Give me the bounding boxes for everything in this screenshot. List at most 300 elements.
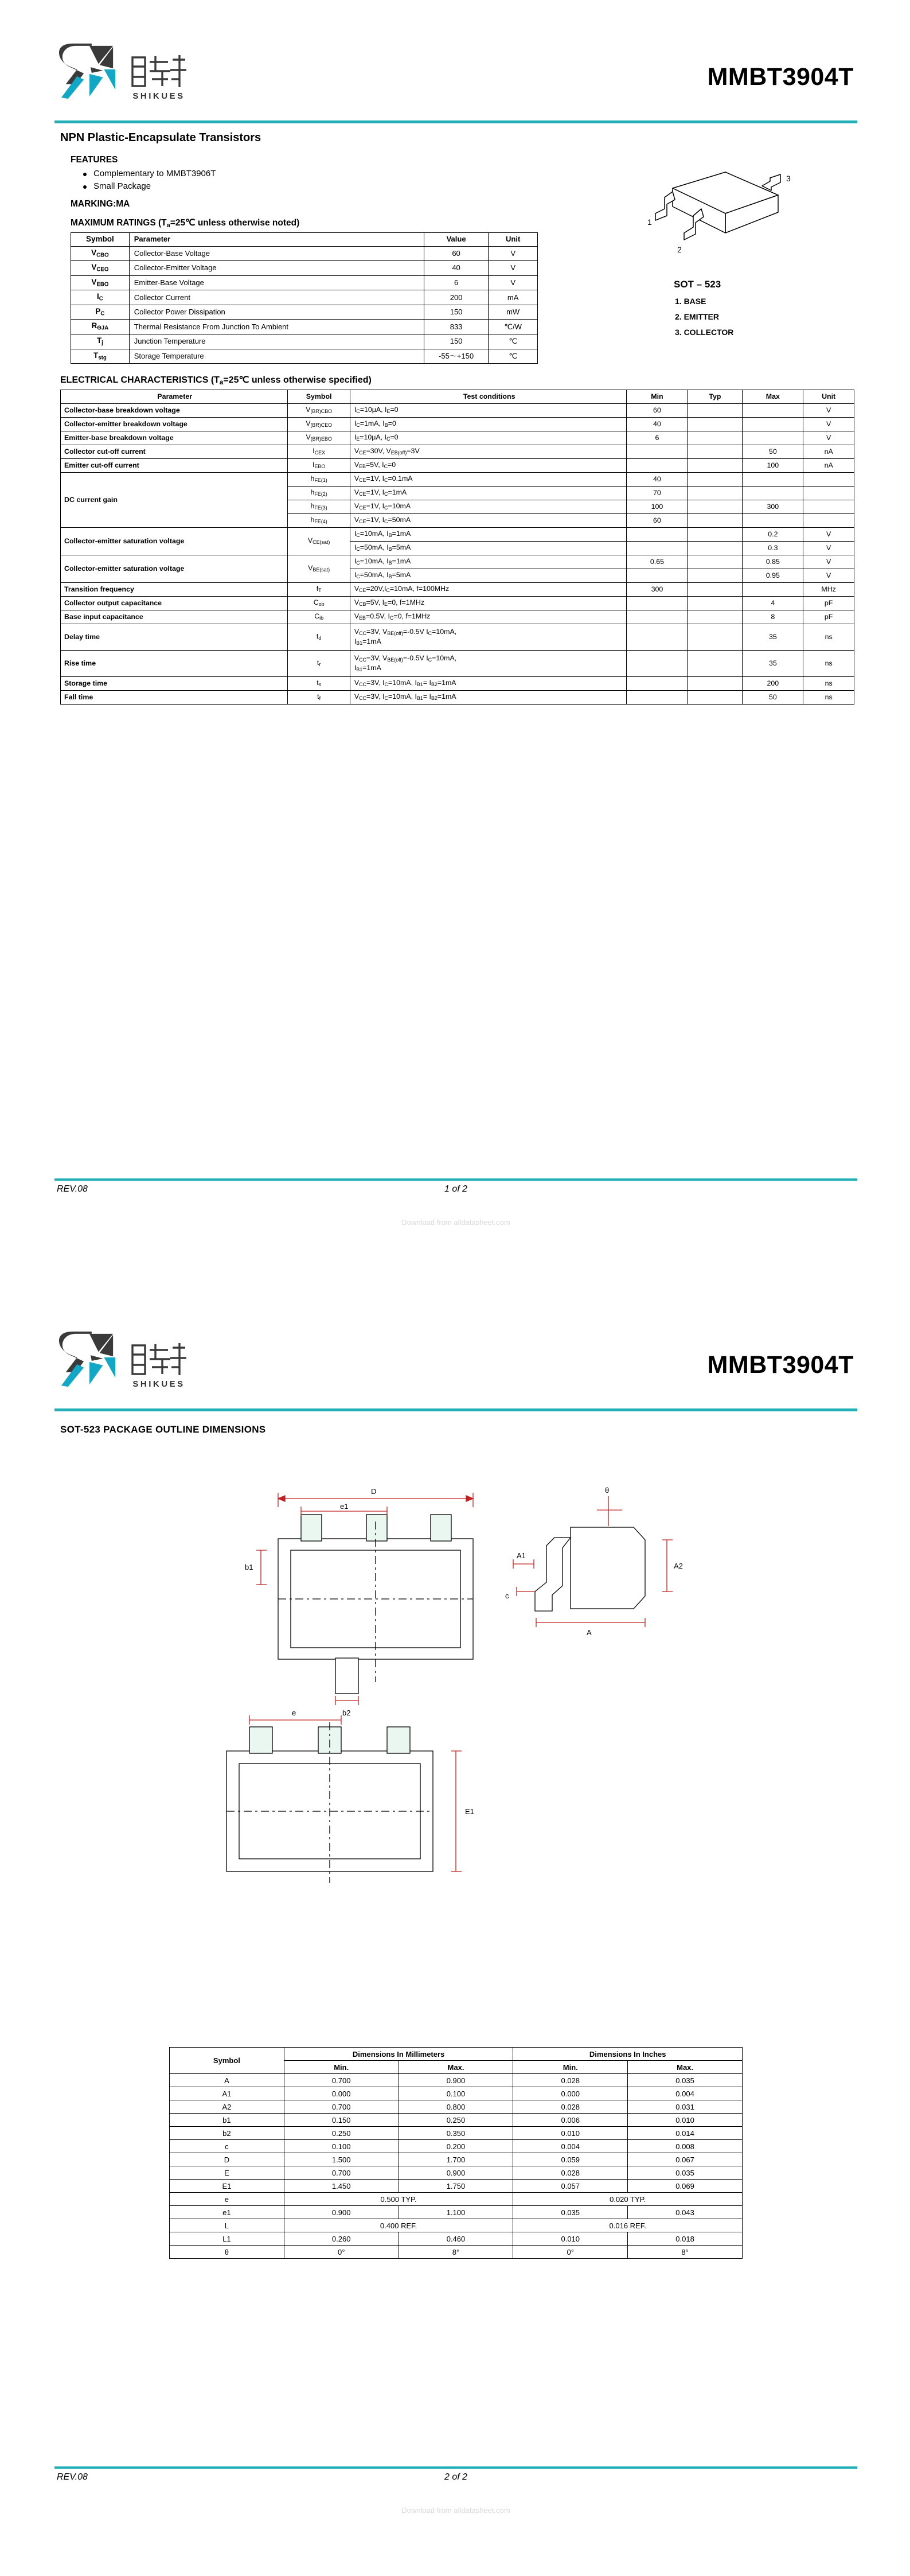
footer-divider	[54, 2466, 857, 2469]
cell-parameter-group: Collector-emitter saturation voltage	[61, 555, 288, 583]
cell-symbol: $T_{stg}$	[71, 349, 130, 364]
cell-unit: V	[803, 418, 854, 431]
dim-label-e1: e1	[340, 1502, 349, 1511]
cell-typ	[688, 500, 743, 514]
cell-in-min: 0.010	[513, 2232, 628, 2246]
col-mm-min: Min.	[284, 2061, 399, 2074]
cell-value: 833	[424, 320, 488, 334]
page1-header	[54, 34, 857, 120]
cell-value: 150	[424, 305, 488, 320]
revision-label: REV.08	[57, 2472, 88, 2482]
cell-mm-max: 1.750	[399, 2180, 513, 2193]
cell-conditions: $V_{CC}=3V$, $V_{BE(off)}=-0.5V$ $I_C=10mA$, $I_{B1}=1mA$	[350, 651, 627, 677]
cell-value: 6	[424, 275, 488, 290]
cell-symbol: c	[170, 2140, 284, 2153]
cell-parameter-group: DC current gain	[61, 473, 288, 528]
cell-mm-max: 0.250	[399, 2114, 513, 2127]
cell-typ	[688, 445, 743, 459]
cell-parameter: Emitter-Base Voltage	[129, 275, 424, 290]
cell-mm-max: 8°	[399, 2246, 513, 2259]
dim-label-e: e	[292, 1709, 296, 1717]
col-value: Value	[424, 232, 488, 246]
cell-mm-span: 0.400 REF.	[284, 2219, 513, 2232]
table-row	[71, 320, 538, 334]
cell-conditions: $I_C=10mA$, $I_B=1mA$	[350, 555, 627, 569]
cell-typ	[688, 404, 743, 418]
package-outline-drawings	[54, 1441, 857, 2044]
cell-symbol: $V_{(BR)CBO}$	[288, 404, 350, 418]
cell-mm-max: 0.200	[399, 2140, 513, 2153]
dim-label-E1: E1	[465, 1807, 474, 1816]
cell-symbol: $V_{CE(sat)}$	[288, 528, 350, 555]
cell-max	[743, 583, 803, 597]
cell-min	[627, 528, 688, 542]
dim-label-A: A	[587, 1628, 592, 1637]
cell-max: 35	[743, 651, 803, 677]
cell-min: 0.65	[627, 555, 688, 569]
pin-label-3: 3	[786, 174, 791, 183]
table-row	[170, 2166, 743, 2180]
cell-symbol: $C_{ob}$	[288, 597, 350, 610]
table-row	[71, 275, 538, 290]
cell-value: 40	[424, 261, 488, 276]
cell-in-max: 0.067	[628, 2153, 743, 2166]
dim-label-D: D	[371, 1487, 377, 1496]
page2-header	[54, 1322, 857, 1408]
cell-min: 40	[627, 418, 688, 431]
cell-unit: nA	[803, 445, 854, 459]
cell-parameter: Base input capacitance	[61, 610, 288, 624]
dim-label-b1: b1	[245, 1563, 253, 1571]
cell-parameter: Emitter-base breakdown voltage	[61, 431, 288, 445]
cell-mm-max: 1.700	[399, 2153, 513, 2166]
cell-symbol: $h_{FE(4)}$	[288, 514, 350, 528]
cell-typ	[688, 677, 743, 691]
table-row	[170, 2100, 743, 2114]
cell-typ	[688, 487, 743, 500]
col-in-min: Min.	[513, 2061, 628, 2074]
cell-mm-min: 0.250	[284, 2127, 399, 2140]
cell-in-min: 0.028	[513, 2074, 628, 2087]
max-ratings-table	[71, 232, 538, 364]
cell-typ	[688, 459, 743, 473]
cell-conditions: $V_{EB}=0.5V$, $I_C=0$, f=1MHz	[350, 610, 627, 624]
col-in-max: Max.	[628, 2061, 743, 2074]
cell-mm-max: 0.350	[399, 2127, 513, 2140]
package-panel	[639, 165, 857, 337]
cell-parameter: Emitter cut-off current	[61, 459, 288, 473]
cell-typ	[688, 597, 743, 610]
cell-symbol: A	[170, 2074, 284, 2087]
cell-parameter: Collector-Base Voltage	[129, 246, 424, 261]
part-number-title: MMBT3904T	[707, 63, 854, 91]
cell-unit: V	[803, 528, 854, 542]
cell-unit: ℃/W	[489, 320, 538, 334]
table-row	[170, 2180, 743, 2193]
cell-parameter: Collector-emitter breakdown voltage	[61, 418, 288, 431]
pin-2-label: 2. EMITTER	[675, 312, 720, 321]
cell-mm-span: 0.500 TYP.	[284, 2193, 513, 2206]
cell-unit: V	[803, 431, 854, 445]
cell-mm-min: 0.100	[284, 2140, 399, 2153]
cell-parameter: Collector Power Dissipation	[129, 305, 424, 320]
table-row	[61, 473, 854, 487]
cell-symbol: θ	[170, 2246, 284, 2259]
cell-value: 60	[424, 246, 488, 261]
table-row	[61, 624, 854, 651]
sk-logo-icon	[54, 1329, 122, 1389]
cell-parameter: Collector output capacitance	[61, 597, 288, 610]
dim-label-b2: b2	[342, 1709, 351, 1717]
cell-min	[627, 624, 688, 651]
cell-typ	[688, 569, 743, 583]
header-divider	[54, 120, 857, 123]
cell-conditions: $V_{CC}=3V$, $V_{BE(off)}=-0.5V$ $I_C=10mA$, $I_{B1}=1mA$	[350, 624, 627, 651]
cell-conditions: $V_{CE}=1V$, $I_C=50mA$	[350, 514, 627, 528]
dim-label-theta: θ	[605, 1486, 610, 1495]
page-number: 1 of 2	[444, 1184, 468, 1194]
cell-mm-min: 0.700	[284, 2100, 399, 2114]
cell-max: 50	[743, 691, 803, 705]
cell-in-max: 0.035	[628, 2074, 743, 2087]
table-header-row	[61, 390, 854, 404]
watermark-text: Download from alldatasheet.com	[401, 1218, 510, 1227]
cell-max: 0.85	[743, 555, 803, 569]
cell-parameter-group: Collector-emitter saturation voltage	[61, 528, 288, 555]
cell-unit	[803, 473, 854, 487]
list-item: Small Package	[81, 181, 857, 191]
table-row	[170, 2232, 743, 2246]
table-row	[71, 246, 538, 261]
cell-conditions: $V_{CE}=30V$, $V_{EB(off)}=3V$	[350, 445, 627, 459]
cell-unit: ℃	[489, 334, 538, 349]
cell-conditions: $V_{CE}=1V$, $I_C=1mA$	[350, 487, 627, 500]
table-header-row	[71, 232, 538, 246]
cell-in-span: 0.020 TYP.	[513, 2193, 743, 2206]
cell-max	[743, 514, 803, 528]
datasheet-page-2	[0, 1288, 910, 2576]
cell-unit: ns	[803, 677, 854, 691]
cell-max	[743, 473, 803, 487]
table-row	[170, 2153, 743, 2166]
cell-in-min: 0.006	[513, 2114, 628, 2127]
cell-in-min: 0.004	[513, 2140, 628, 2153]
cell-in-span: 0.016 REF.	[513, 2219, 743, 2232]
cell-unit: MHz	[803, 583, 854, 597]
cell-mm-min: 0.260	[284, 2232, 399, 2246]
cell-conditions: $I_C=50mA$, $I_B=5mA$	[350, 542, 627, 555]
cell-conditions: $V_{CB}=5V$, $I_E=0$, f=1MHz	[350, 597, 627, 610]
cell-symbol: e1	[170, 2206, 284, 2219]
cell-min	[627, 445, 688, 459]
table-row	[170, 2206, 743, 2219]
cell-parameter: Thermal Resistance From Junction To Ambient	[129, 320, 424, 334]
pin-label-2: 2	[677, 245, 682, 254]
table-row	[170, 2074, 743, 2087]
cell-symbol: $T_j$	[71, 334, 130, 349]
brand-name-en: SHIKUES	[132, 91, 185, 101]
cell-conditions: $I_C=1mA$, $I_B=0$	[350, 418, 627, 431]
cell-conditions: $V_{CE}=1V$, $I_C=0.1mA$	[350, 473, 627, 487]
cell-unit: pF	[803, 597, 854, 610]
marking-label: MARKING:MA	[71, 199, 130, 209]
cell-in-min: 0.035	[513, 2206, 628, 2219]
col-inches: Dimensions In Inches	[513, 2048, 743, 2061]
cell-in-max: 0.004	[628, 2087, 743, 2100]
cell-conditions: $V_{EB}=5V$, $I_C=0$	[350, 459, 627, 473]
cell-min: 60	[627, 514, 688, 528]
cell-typ	[688, 651, 743, 677]
table-row	[61, 597, 854, 610]
cell-symbol: $t_d$	[288, 624, 350, 651]
table-row	[71, 261, 538, 276]
col-min: Min	[627, 390, 688, 404]
table-row	[61, 528, 854, 542]
cell-parameter: Transition frequency	[61, 583, 288, 597]
cell-value: 200	[424, 290, 488, 305]
cell-max: 35	[743, 624, 803, 651]
cell-unit: V	[489, 246, 538, 261]
cell-max: 50	[743, 445, 803, 459]
cell-mm-max: 1.100	[399, 2206, 513, 2219]
cell-max: 300	[743, 500, 803, 514]
cell-mm-max: 0.900	[399, 2166, 513, 2180]
table-row	[71, 349, 538, 364]
header-divider	[54, 1408, 857, 1411]
cell-min: 70	[627, 487, 688, 500]
cell-unit	[803, 500, 854, 514]
package-dimensions-table	[169, 2047, 743, 2259]
cell-min	[627, 691, 688, 705]
cell-symbol: $V_{CEO}$	[71, 261, 130, 276]
cell-unit: nA	[803, 459, 854, 473]
cell-symbol: $P_C$	[71, 305, 130, 320]
max-ratings-title: MAXIMUM RATINGS ($T_a=25℃$ unless otherwise noted)	[71, 218, 300, 229]
cell-symbol: $I_{CEX}$	[288, 445, 350, 459]
col-unit: Unit	[489, 232, 538, 246]
cell-in-max: 0.018	[628, 2232, 743, 2246]
cell-mm-max: 0.460	[399, 2232, 513, 2246]
cell-typ	[688, 691, 743, 705]
cell-unit	[803, 514, 854, 528]
cell-in-max: 0.043	[628, 2206, 743, 2219]
cell-unit: ns	[803, 624, 854, 651]
pin-3-label: 3. COLLECTOR	[675, 328, 734, 337]
cell-typ	[688, 610, 743, 624]
cell-mm-min: 0.700	[284, 2074, 399, 2087]
cell-min: 100	[627, 500, 688, 514]
company-logo	[54, 41, 188, 101]
table-header-row	[170, 2048, 743, 2061]
cell-in-min: 0.028	[513, 2100, 628, 2114]
cell-min	[627, 569, 688, 583]
table-row	[170, 2140, 743, 2153]
watermark-text: Download from alldatasheet.com	[401, 2506, 510, 2515]
pin-1-label: 1. BASE	[675, 297, 706, 306]
cell-conditions: $V_{CE}=1V$, $I_C=10mA$	[350, 500, 627, 514]
cell-min	[627, 597, 688, 610]
col-millimeters: Dimensions In Millimeters	[284, 2048, 513, 2061]
package-outline-title: SOT-523 PACKAGE OUTLINE DIMENSIONS	[60, 1424, 266, 1435]
cell-unit: ℃	[489, 349, 538, 364]
brand-name-en: SHIKUES	[132, 1379, 185, 1389]
package-name: SOT – 523	[674, 279, 721, 290]
cell-parameter: Fall time	[61, 691, 288, 705]
cell-mm-min: 0.900	[284, 2206, 399, 2219]
cell-max: 0.95	[743, 569, 803, 583]
cell-max	[743, 418, 803, 431]
col-parameter: Parameter	[129, 232, 424, 246]
cell-symbol: $f_T$	[288, 583, 350, 597]
cell-in-max: 0.010	[628, 2114, 743, 2127]
cell-min	[627, 651, 688, 677]
cell-in-max: 0.014	[628, 2127, 743, 2140]
package-dimension-drawing-icon	[54, 1441, 857, 2044]
cell-typ	[688, 418, 743, 431]
cell-symbol: $I_C$	[71, 290, 130, 305]
table-row	[61, 555, 854, 569]
cell-symbol: $h_{FE(2)}$	[288, 487, 350, 500]
cell-min: 60	[627, 404, 688, 418]
cell-symbol: $t_r$	[288, 651, 350, 677]
cell-unit: V	[803, 569, 854, 583]
cell-typ	[688, 555, 743, 569]
cell-typ	[688, 431, 743, 445]
cell-max: 0.3	[743, 542, 803, 555]
cell-min	[627, 677, 688, 691]
cell-symbol: $h_{FE(1)}$	[288, 473, 350, 487]
cell-parameter: Collector cut-off current	[61, 445, 288, 459]
cell-symbol: $I_{EBO}$	[288, 459, 350, 473]
table-row	[170, 2219, 743, 2232]
table-row	[71, 290, 538, 305]
cell-in-max: 0.008	[628, 2140, 743, 2153]
cell-symbol: b1	[170, 2114, 284, 2127]
cell-conditions: $I_E=10\mu A$, $I_C=0$	[350, 431, 627, 445]
cell-parameter: Storage time	[61, 677, 288, 691]
cell-typ	[688, 514, 743, 528]
cell-unit: V	[489, 261, 538, 276]
cell-unit: V	[803, 404, 854, 418]
electrical-characteristics-title: ELECTRICAL CHARACTERISTICS ($T_a=25℃$ unless otherwise specified)	[60, 375, 372, 387]
cell-unit: ns	[803, 691, 854, 705]
cell-conditions: $V_{CC}=3V$, $I_C=10mA$, $I_{B1}= I_{B2}=1mA$	[350, 691, 627, 705]
cell-min: 40	[627, 473, 688, 487]
cell-symbol: $R_{\Theta JA}$	[71, 320, 130, 334]
cell-typ	[688, 473, 743, 487]
cell-symbol: e	[170, 2193, 284, 2206]
chinese-brand-icon	[130, 54, 188, 90]
table-row	[170, 2087, 743, 2100]
cell-in-min: 0°	[513, 2246, 628, 2259]
cell-max: 200	[743, 677, 803, 691]
table-row	[61, 418, 854, 431]
cell-in-max: 0.035	[628, 2166, 743, 2180]
cell-parameter: Collector-Emitter Voltage	[129, 261, 424, 276]
cell-unit: pF	[803, 610, 854, 624]
list-item: Complementary to MMBT3906T	[81, 169, 857, 178]
cell-in-min: 0.000	[513, 2087, 628, 2100]
cell-conditions: $I_C=50mA$, $I_B=5mA$	[350, 569, 627, 583]
cell-mm-min: 1.500	[284, 2153, 399, 2166]
col-symbol: Symbol	[71, 232, 130, 246]
cell-symbol: $t_s$	[288, 677, 350, 691]
cell-in-max: 8°	[628, 2246, 743, 2259]
revision-label: REV.08	[57, 1184, 88, 1194]
cell-mm-max: 0.900	[399, 2074, 513, 2087]
cell-min	[627, 542, 688, 555]
cell-max: 8	[743, 610, 803, 624]
cell-unit: ns	[803, 651, 854, 677]
cell-mm-min: 0°	[284, 2246, 399, 2259]
cell-typ	[688, 624, 743, 651]
cell-mm-min: 0.700	[284, 2166, 399, 2180]
cell-symbol: $h_{FE(3)}$	[288, 500, 350, 514]
cell-min: 300	[627, 583, 688, 597]
table-row	[71, 334, 538, 349]
cell-in-max: 0.031	[628, 2100, 743, 2114]
table-row	[170, 2246, 743, 2259]
cell-min: 6	[627, 431, 688, 445]
cell-parameter: Storage Temperature	[129, 349, 424, 364]
cell-symbol: A2	[170, 2100, 284, 2114]
page1-footer	[54, 1178, 857, 1227]
cell-symbol: E1	[170, 2180, 284, 2193]
table-row	[61, 404, 854, 418]
cell-in-min: 0.059	[513, 2153, 628, 2166]
table-row	[61, 431, 854, 445]
cell-max: 0.2	[743, 528, 803, 542]
sot523-package-icon	[639, 165, 829, 266]
cell-symbol: E	[170, 2166, 284, 2180]
pin-label-1: 1	[647, 217, 652, 227]
cell-parameter: Junction Temperature	[129, 334, 424, 349]
cell-typ	[688, 583, 743, 597]
cell-in-min: 0.028	[513, 2166, 628, 2180]
table-row	[71, 305, 538, 320]
cell-symbol: L	[170, 2219, 284, 2232]
table-row	[170, 2114, 743, 2127]
cell-value: 150	[424, 334, 488, 349]
table-row	[61, 445, 854, 459]
electrical-characteristics-table	[60, 390, 854, 705]
cell-symbol: A1	[170, 2087, 284, 2100]
cell-conditions: $I_C=10mA$, $I_B=1mA$	[350, 528, 627, 542]
cell-mm-min: 1.450	[284, 2180, 399, 2193]
cell-parameter: Collector-base breakdown voltage	[61, 404, 288, 418]
dim-label-c: c	[505, 1591, 509, 1600]
cell-unit: mW	[489, 305, 538, 320]
cell-symbol: $V_{EBO}$	[71, 275, 130, 290]
cell-max	[743, 487, 803, 500]
cell-symbol: $V_{BE(sat)}$	[288, 555, 350, 583]
cell-in-min: 0.057	[513, 2180, 628, 2193]
col-typ: Typ	[688, 390, 743, 404]
cell-symbol: $t_f$	[288, 691, 350, 705]
page-number: 2 of 2	[444, 2472, 468, 2482]
part-number-title: MMBT3904T	[707, 1351, 854, 1379]
cell-typ	[688, 528, 743, 542]
cell-min	[627, 610, 688, 624]
cell-mm-min: 0.000	[284, 2087, 399, 2100]
cell-mm-min: 0.150	[284, 2114, 399, 2127]
page2-footer	[54, 2466, 857, 2515]
footer-divider	[54, 1178, 857, 1181]
cell-conditions: $V_{CE}=20V,I_C=10mA$, f=100MHz	[350, 583, 627, 597]
cell-symbol: $V_{CBO}$	[71, 246, 130, 261]
dim-label-A2: A2	[674, 1562, 683, 1570]
col-max: Max	[743, 390, 803, 404]
